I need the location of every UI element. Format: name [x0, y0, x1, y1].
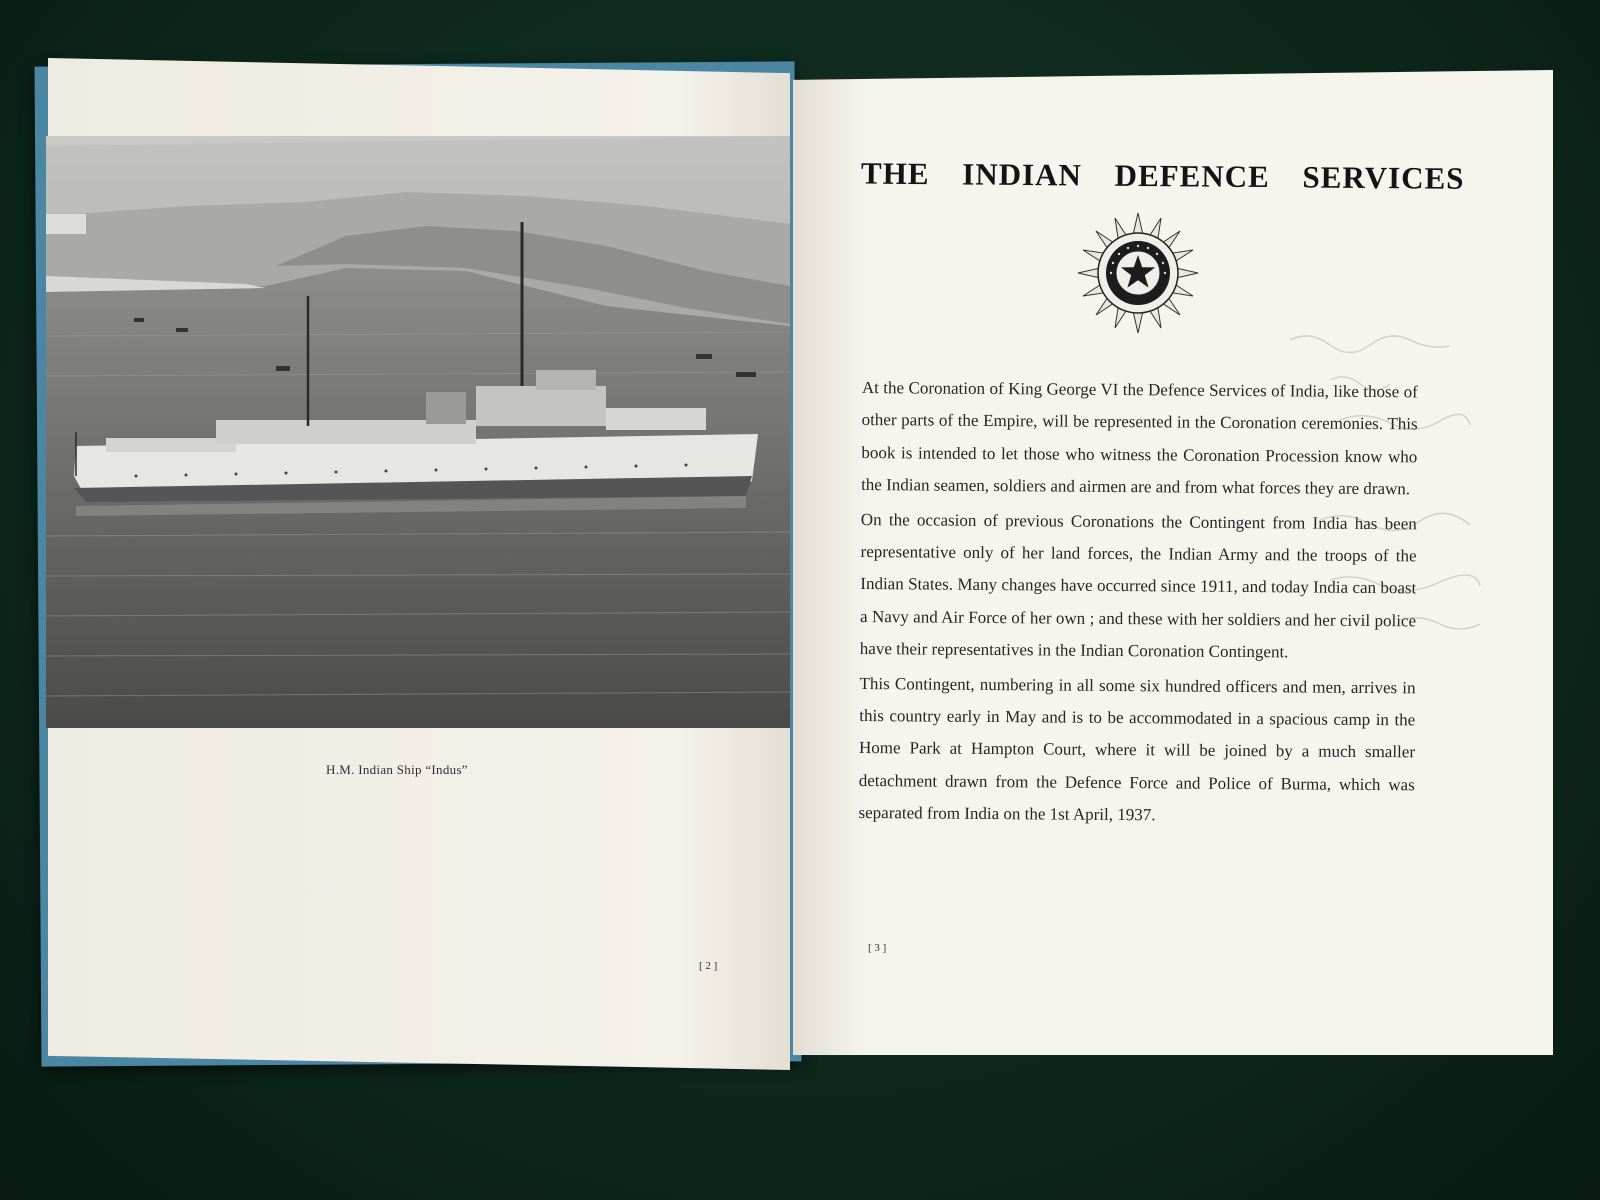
- paragraph-2: On the occasion of previous Coronations the Contingent from India has been representative only of her land forces, the Indian Army and the troops of the Indian States. Many changes have occurred since 1911, and today India can boast a Navy and Air Force of her own ; and these with her soldiers and her civil police have their representatives in the Indian Coronation Contingent.: [859, 509, 1417, 662]
- ship-photograph: [46, 136, 790, 728]
- page-number-left: [ 2 ]: [699, 960, 718, 972]
- star-of-india-emblem: [1075, 210, 1201, 336]
- page-title: THE INDIAN DEFENCE SERVICES: [860, 155, 1465, 196]
- pencil-marks: [1280, 320, 1520, 660]
- photo-caption: H.M. Indian Ship “Indus”: [326, 762, 468, 777]
- page-number-right: [ 3 ]: [868, 942, 887, 954]
- paragraph-3: This Contingent, numbering in all some six hundred officers and men, arrives in this country early in May and is to be accommodated in a spacious camp in the Home Park at Hampton Court, where it will be joined by a much smaller detachment drawn from the Defence Force and Police of Burma, which was separated from India on the 1st April, 1937.: [858, 673, 1416, 825]
- paragraph-1: At the Coronation of King George VI the Defence Services of India, like those of other parts of the Empire, will be represented in the Coronation ceremonies. This book is intended to let those who witness the Coronation Procession know who the Indian seamen, soldiers and airmen are and from what forces they are drawn.: [861, 377, 1418, 499]
